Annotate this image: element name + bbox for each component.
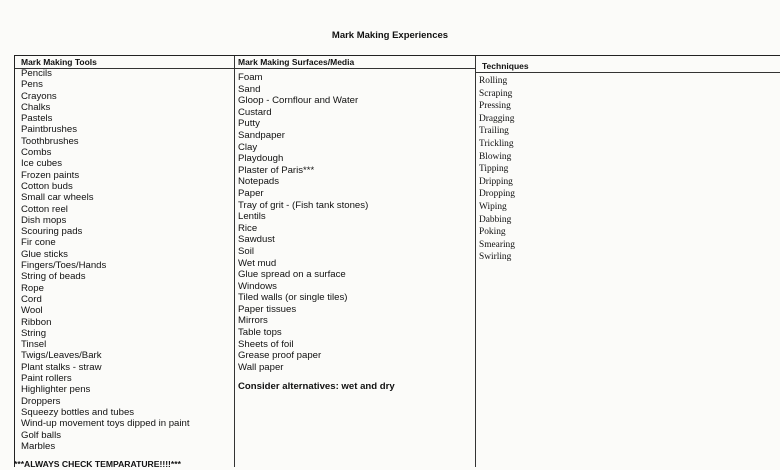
- surfaces-column: [235, 56, 476, 467]
- list-item: Gloop - Cornflour and Water: [238, 95, 359, 107]
- surfaces-column-header: Mark Making Surfaces/Media: [235, 56, 475, 69]
- list-item: Dragging: [479, 113, 515, 124]
- page-title: Mark Making Experiences: [331, 30, 449, 41]
- list-item: Fir cone: [21, 237, 56, 249]
- techniques-column-header: Techniques: [476, 60, 780, 73]
- list-item: Dabbing: [479, 214, 512, 225]
- mark-making-table: [14, 55, 780, 467]
- list-item: Combs: [21, 147, 52, 159]
- list-item: Trickling: [479, 138, 514, 149]
- list-item: Toothbrushes: [21, 135, 79, 147]
- margin-strip: [0, 430, 14, 470]
- list-item: Wet mud: [238, 257, 277, 269]
- list-item: Pencils: [21, 68, 52, 79]
- list-item: String: [21, 327, 47, 339]
- list-item: Table tops: [238, 327, 282, 339]
- list-item: Sawdust: [238, 234, 275, 246]
- list-item: String of beads: [21, 271, 86, 283]
- list-item: Windows: [238, 280, 277, 292]
- list-item: Dripping: [479, 176, 513, 187]
- list-item: Paper tissues: [238, 303, 297, 315]
- list-item: Smearing: [479, 239, 515, 250]
- list-item: Rope: [21, 282, 44, 294]
- list-item: Clay: [238, 141, 258, 153]
- footer-warning: ***ALWAYS CHECK TEMPARATURE!!!!***: [14, 459, 181, 469]
- list-item: Soil: [238, 245, 254, 257]
- list-item: Highlighter pens: [21, 384, 91, 396]
- tools-column: [15, 56, 235, 467]
- list-item: Sheets of foil: [238, 338, 294, 350]
- list-item: Frozen paints: [21, 169, 80, 181]
- list-item: Cotton reel: [21, 203, 68, 215]
- list-item: Paper: [238, 187, 264, 199]
- list-item: Squeezy bottles and tubes: [21, 406, 135, 418]
- list-item: Fingers/Toes/Hands: [21, 260, 107, 272]
- surfaces-list: [238, 72, 368, 373]
- list-item: Glue sticks: [21, 248, 68, 260]
- tools-list: [21, 68, 190, 452]
- techniques-column: [476, 56, 780, 467]
- list-item: Poking: [479, 227, 506, 238]
- list-item: Rolling: [479, 76, 508, 86]
- list-item: Dropping: [479, 189, 515, 200]
- list-item: Pastels: [21, 113, 53, 125]
- list-item: Crayons: [21, 90, 57, 102]
- list-item: Tray of grit - (Fish tank stones): [238, 199, 369, 211]
- list-item: Grease proof paper: [238, 350, 322, 362]
- list-item: Cotton buds: [21, 180, 73, 192]
- list-item: Wall paper: [238, 361, 284, 373]
- list-item: Paintbrushes: [21, 124, 77, 136]
- list-item: Cord: [21, 293, 42, 305]
- list-item: Wool: [21, 305, 43, 317]
- list-item: Paint rollers: [21, 373, 72, 385]
- list-item: Glue spread on a surface: [238, 269, 346, 281]
- list-item: Plaster of Paris***: [238, 164, 315, 176]
- list-item: Swirling: [479, 252, 512, 263]
- list-item: Sandpaper: [238, 129, 285, 141]
- list-item: Golf balls: [21, 429, 61, 441]
- list-item: Lentils: [238, 211, 266, 223]
- list-item: Droppers: [21, 395, 61, 407]
- list-item: Dish mops: [21, 214, 67, 226]
- list-item: Blowing: [479, 151, 512, 162]
- list-item: Marbles: [21, 440, 56, 452]
- list-item: Tipping: [479, 164, 509, 175]
- list-item: Foam: [238, 72, 263, 83]
- list-item: Chalks: [21, 101, 51, 113]
- list-item: Pressing: [479, 101, 511, 112]
- list-item: Small car wheels: [21, 192, 94, 204]
- list-item: Pens: [21, 79, 43, 91]
- techniques-list: [479, 75, 515, 264]
- surfaces-note: Consider alternatives: wet and dry: [238, 381, 395, 392]
- list-item: Scouring pads: [21, 226, 83, 238]
- tools-column-header: Mark Making Tools: [15, 56, 234, 69]
- list-item: Notepads: [238, 176, 280, 188]
- list-item: Rice: [238, 222, 258, 234]
- list-item: Twigs/Leaves/Bark: [21, 350, 102, 362]
- list-item: Tiled walls (or single tiles): [238, 292, 348, 304]
- list-item: Mirrors: [238, 315, 268, 327]
- list-item: Putty: [238, 118, 260, 130]
- list-item: Playdough: [238, 153, 284, 165]
- list-item: Ice cubes: [21, 158, 63, 170]
- list-item: Wiping: [479, 201, 507, 212]
- list-item: Sand: [238, 83, 261, 95]
- list-item: Tinsel: [21, 339, 47, 351]
- list-item: Plant stalks - straw: [21, 361, 102, 373]
- list-item: Custard: [238, 106, 272, 118]
- list-item: Trailing: [479, 126, 509, 137]
- list-item: Ribbon: [21, 316, 52, 328]
- list-item: Wind-up movement toys dipped in paint: [21, 418, 190, 430]
- list-item: Scraping: [479, 88, 513, 99]
